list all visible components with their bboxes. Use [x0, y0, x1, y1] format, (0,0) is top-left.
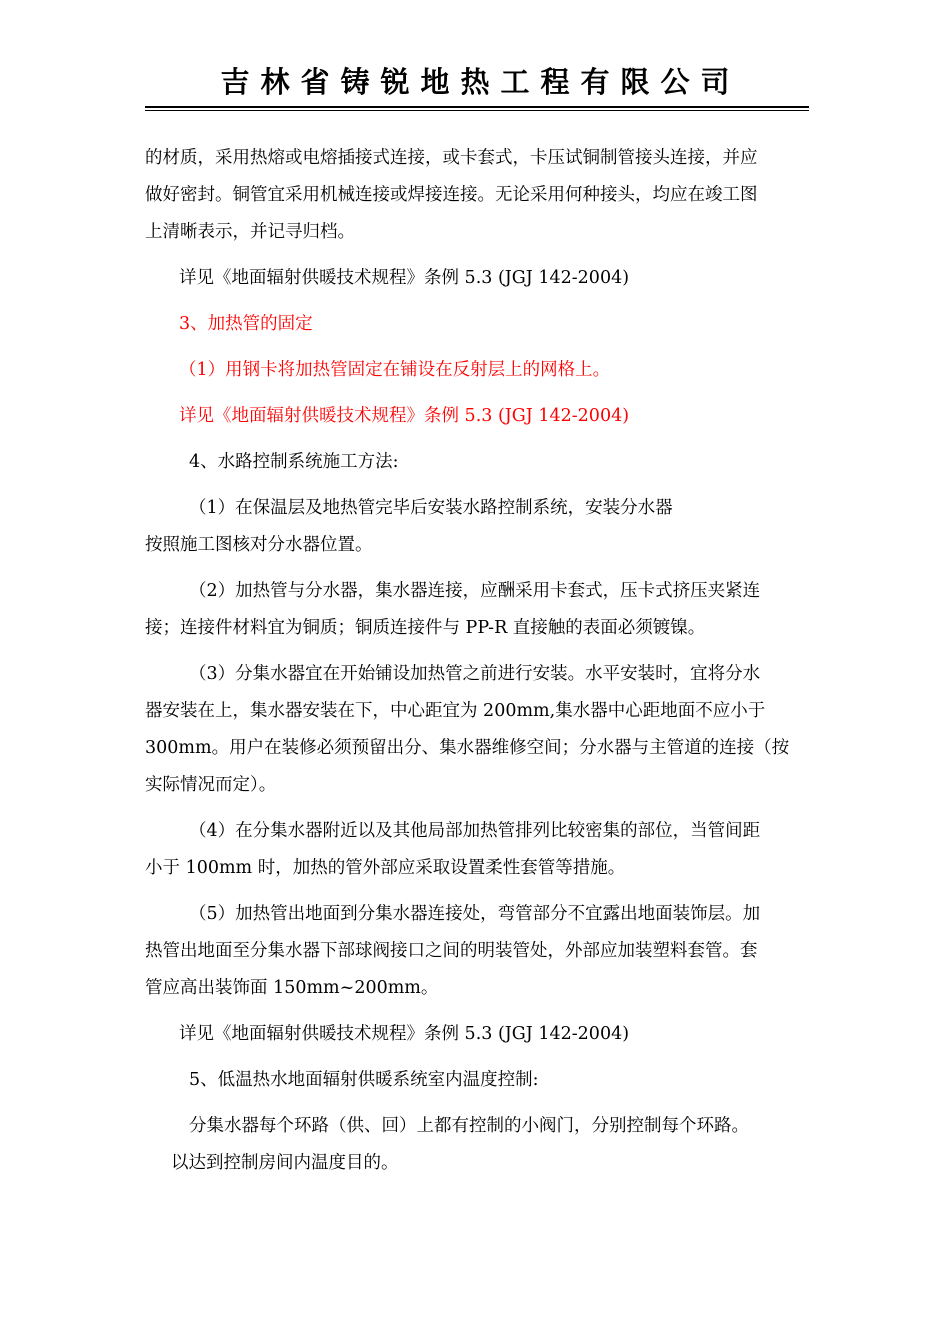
paragraph-line: 小于 100mm 时，加热的管外部应采取设置柔性套管等措施。	[145, 858, 626, 878]
company-title: 吉林省铸锐地热工程有限公司	[220, 65, 741, 99]
paragraph-line: 上清晰表示，并记寻归档。	[145, 222, 355, 242]
section-4-item-3: （3）分集水器宜在开始铺设加热管之前进行安装。水平安装时，宜将分水	[189, 664, 761, 684]
section-5-line-1: 分集水器每个环路（供、回）上都有控制的小阀门，分别控制每个环路。	[189, 1116, 749, 1136]
header-rule-thin	[145, 110, 809, 111]
paragraph-line: 的材质，采用热熔或电熔插接式连接，或卡套式，卡压试铜制管接头连接，并应	[145, 148, 758, 168]
section-4-item-5: （5）加热管出地面到分集水器连接处，弯管部分不宜露出地面装饰层。加	[189, 904, 761, 924]
header-rule-thick	[145, 106, 809, 108]
section-5-line-2: 以达到控制房间内温度目的。	[171, 1153, 399, 1173]
document-body	[145, 140, 809, 1182]
section-4-item-4: （4）在分集水器附近以及其他局部加热管排列比较密集的部位，当管间距	[189, 821, 761, 841]
paragraph-line: 做好密封。铜管宜采用机械连接或焊接连接。无论采用何种接头，均应在竣工图	[145, 185, 758, 205]
paragraph-line: 管应高出装饰面 150mm~200mm。	[145, 978, 439, 998]
paragraph-line: 300mm。用户在装修必须预留出分、集水器维修空间；分水器与主管道的连接（按	[145, 738, 790, 758]
section-3-title: 3、加热管的固定	[179, 314, 313, 334]
section-4-item-1: （1）在保温层及地热管完毕后安装水路控制系统，安装分水器	[189, 498, 673, 518]
reference-line: 详见《地面辐射供暖技术规程》条例 5.3 (JGJ 142-2004)	[179, 1024, 630, 1044]
paragraph-line: 器安装在上，集水器安装在下，中心距宜为 200mm,集水器中心距地面不应小于	[145, 701, 766, 721]
section-4-title: 4、水路控制系统施工方法:	[189, 452, 399, 472]
section-3-item-1: （1）用钢卡将加热管固定在铺设在反射层上的网格上。	[179, 360, 611, 380]
paragraph-line: 接；连接件材料宜为铜质；铜质连接件与 PP-R 直接触的表面必须镀镍。	[145, 618, 706, 638]
section-4-item-2: （2）加热管与分水器，集水器连接，应酬采用卡套式，压卡式挤压夹紧连	[189, 581, 761, 601]
page-header	[0, 62, 950, 102]
section-5-title: 5、低温热水地面辐射供暖系统室内温度控制:	[189, 1070, 539, 1090]
reference-line-red: 详见《地面辐射供暖技术规程》条例 5.3 (JGJ 142-2004)	[179, 406, 630, 426]
paragraph-line: 实际情况而定）。	[145, 775, 277, 795]
paragraph-line: 按照施工图核对分水器位置。	[145, 535, 373, 555]
reference-line: 详见《地面辐射供暖技术规程》条例 5.3 (JGJ 142-2004)	[179, 268, 630, 288]
paragraph-line: 热管出地面至分集水器下部球阀接口之间的明装管处，外部应加装塑料套管。套	[145, 941, 758, 961]
